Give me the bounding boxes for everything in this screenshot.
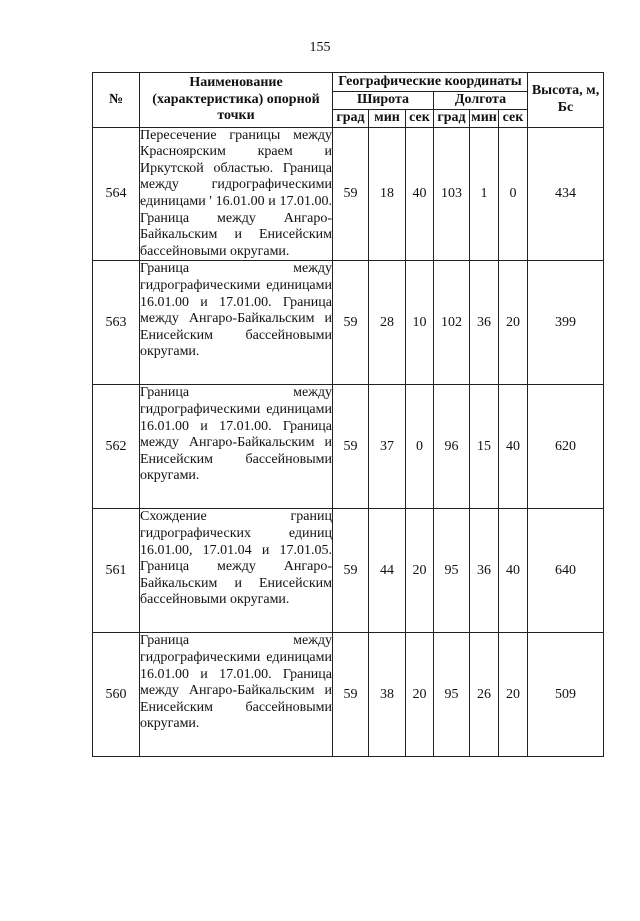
header-lon-deg: град xyxy=(434,109,470,127)
height-value: 620 xyxy=(528,385,604,509)
lat-sec: 20 xyxy=(406,509,434,633)
table-row xyxy=(93,127,604,261)
table-row xyxy=(93,633,604,757)
lon-sec: 40 xyxy=(499,385,528,509)
lon-sec: 20 xyxy=(499,633,528,757)
lat-sec: 0 xyxy=(406,385,434,509)
lon-sec: 40 xyxy=(499,509,528,633)
table-row xyxy=(93,261,604,385)
lat-sec: 20 xyxy=(406,633,434,757)
lat-sec: 40 xyxy=(406,127,434,261)
lat-sec: 10 xyxy=(406,261,434,385)
height-value: 399 xyxy=(528,261,604,385)
lon-deg: 95 xyxy=(434,633,470,757)
lat-min: 38 xyxy=(369,633,406,757)
header-lon-min: мин xyxy=(470,109,499,127)
lon-sec: 20 xyxy=(499,261,528,385)
lon-deg: 95 xyxy=(434,509,470,633)
row-number: 561 xyxy=(93,509,140,633)
lon-deg: 103 xyxy=(434,127,470,261)
lat-min: 28 xyxy=(369,261,406,385)
lon-min: 36 xyxy=(470,261,499,385)
row-number: 560 xyxy=(93,633,140,757)
coordinates-table xyxy=(92,72,604,757)
lon-min: 36 xyxy=(470,509,499,633)
row-description: Граница между гидрографическими единицами 16.01.00 и 17.01.00. Граница между Ангаро-Байкальским и Енисейским бассейновыми округами. xyxy=(140,633,333,757)
lat-min: 37 xyxy=(369,385,406,509)
lat-deg: 59 xyxy=(333,127,369,261)
row-description: Граница между гидрографическими единицами 16.01.00 и 17.01.00. Граница между Ангаро-Байкальским и Енисейским бассейновыми округами. xyxy=(140,385,333,509)
lon-deg: 96 xyxy=(434,385,470,509)
header-longitude: Долгота xyxy=(434,92,528,110)
lat-deg: 59 xyxy=(333,633,369,757)
row-description: Пересечение границы между Красноярским краем и Иркутской областью. Граница между гидрографическими единицами ' 16.01.00 и 17.01.00. Граница между Ангаро-Байкальским и Енисейским бассейновыми округами. xyxy=(140,127,333,261)
header-geo-coordinates: Географические координаты xyxy=(333,73,528,92)
lon-sec: 0 xyxy=(499,127,528,261)
lon-min: 15 xyxy=(470,385,499,509)
header-latitude: Широта xyxy=(333,92,434,110)
lat-min: 18 xyxy=(369,127,406,261)
header-number: № xyxy=(93,73,140,128)
height-value: 434 xyxy=(528,127,604,261)
row-number: 564 xyxy=(93,127,140,261)
table-row xyxy=(93,509,604,633)
row-description: Граница между гидрографическими единицами 16.01.00 и 17.01.00. Граница между Ангаро-Байкальским и Енисейским бассейновыми округами. xyxy=(140,261,333,385)
table-row xyxy=(93,385,604,509)
lat-deg: 59 xyxy=(333,509,369,633)
lon-deg: 102 xyxy=(434,261,470,385)
row-number: 563 xyxy=(93,261,140,385)
lat-deg: 59 xyxy=(333,385,369,509)
lat-min: 44 xyxy=(369,509,406,633)
row-number: 562 xyxy=(93,385,140,509)
lon-min: 26 xyxy=(470,633,499,757)
header-lon-sec: сек xyxy=(499,109,528,127)
row-description: Схождение границ гидрографических единиц 16.01.00, 17.01.04 и 17.01.05. Граница между Ангаро-Байкальским и Енисейским бассейновыми округами. xyxy=(140,509,333,633)
lat-deg: 59 xyxy=(333,261,369,385)
lon-min: 1 xyxy=(470,127,499,261)
page-number: 155 xyxy=(309,40,331,55)
header-lat-sec: сек xyxy=(406,109,434,127)
header-name: Наименование (характеристика) опорной точки xyxy=(140,73,333,128)
height-value: 509 xyxy=(528,633,604,757)
header-lat-deg: град xyxy=(333,109,369,127)
height-value: 640 xyxy=(528,509,604,633)
header-height: Высота, м, Бс xyxy=(528,73,604,128)
header-lat-min: мин xyxy=(369,109,406,127)
